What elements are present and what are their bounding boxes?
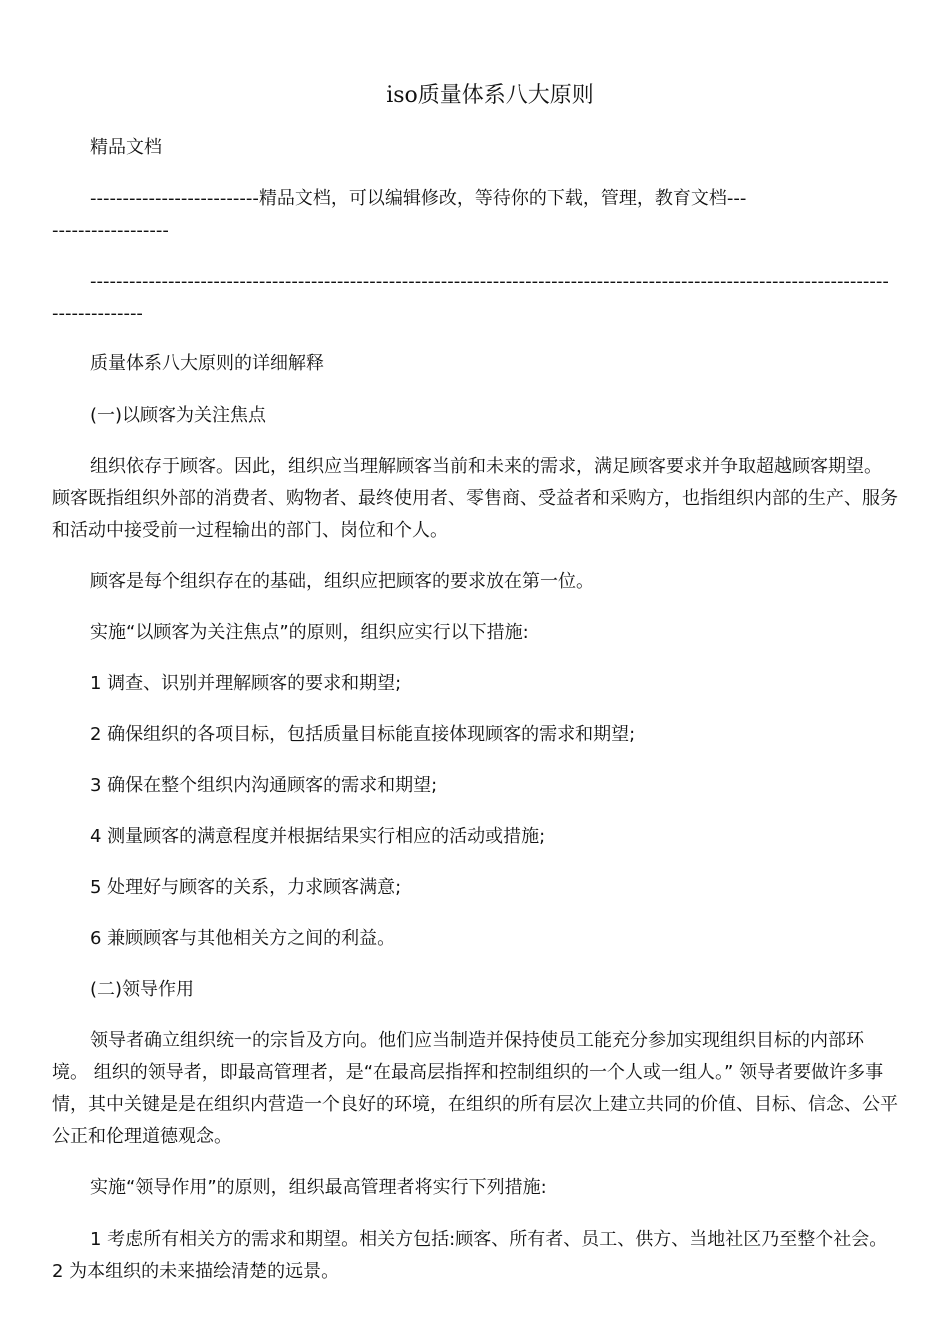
paragraph-leadership-body: 领导者确立组织统一的宗旨及方向。他们应当制造并保持使员工能充分参加实现组织目标的内部环境。 组织的领导者，即最高管理者，是“在最高层指挥和控制组织的一个人或一组人。” 领导者要做许多事情，其中关键是是在组织内营造一个良好的环境，在组织的所有层次上建立共同的价值、目标、信念、公平公正和伦理道德观念。 [52,1030,898,1147]
list-item-leadership-measure-1-2: 1 考虑所有相关方的需求和期望。相关方包括:顾客、所有者、员工、供方、当地社区乃至整个社会。 2 为本组织的未来描绘清楚的远景。 [52,1229,888,1282]
list-item-measure-2: 2 确保组织的各项目标，包括质量目标能直接体现顾客的需求和期望; [90,724,636,745]
heading-leadership: (二)领导作用 [90,979,195,1000]
paragraph-leadership-measures-intro: 实施“领导作用”的原则，组织最高管理者将实行下列措施: [90,1177,547,1198]
paragraph-watermark-label: 精品文档 [90,137,162,158]
heading-customer-focus: (一)以顾客为关注焦点 [90,405,267,426]
list-item-measure-5: 5 处理好与顾客的关系，力求顾客满意; [90,877,402,898]
paragraph-customer-measures-intro: 实施“以顾客为关注焦点”的原则，组织应实行以下措施: [90,622,529,643]
document-title: iso质量体系八大原则 [386,83,594,108]
list-item-measure-1: 1 调查、识别并理解顾客的要求和期望; [90,673,402,694]
list-item-measure-3: 3 确保在整个组织内沟通顾客的需求和期望; [90,775,438,796]
list-item-measure-4: 4 测量顾客的满意程度并根据结果实行相应的活动或措施; [90,826,546,847]
paragraph-divider-line: ----------------------------------------------------------------------------------------------------------------------------------------- [52,271,889,324]
paragraph-customer-basis: 顾客是每个组织存在的基础，组织应把顾客的要求放在第一位。 [90,571,594,592]
paragraph-customer-focus-body: 组织依存于顾客。因此，组织应当理解顾客当前和未来的需求，满足顾客要求并争取超越顾客期望。 顾客既指组织外部的消费者、购物者、最终使用者、零售商、受益者和采购方，也指组织内部的生产、服务和活动中接受前一过程输出的部门、岗位和个人。 [52,456,898,541]
list-item-measure-6: 6 兼顾顾客与其他相关方之间的利益。 [90,928,396,949]
paragraph-header-line: --------------------------精品文档，可以编辑修改，等待你的下载，管理，教育文档--------------------- [52,188,747,241]
paragraph-section-intro: 质量体系八大原则的详细解释 [90,353,324,374]
